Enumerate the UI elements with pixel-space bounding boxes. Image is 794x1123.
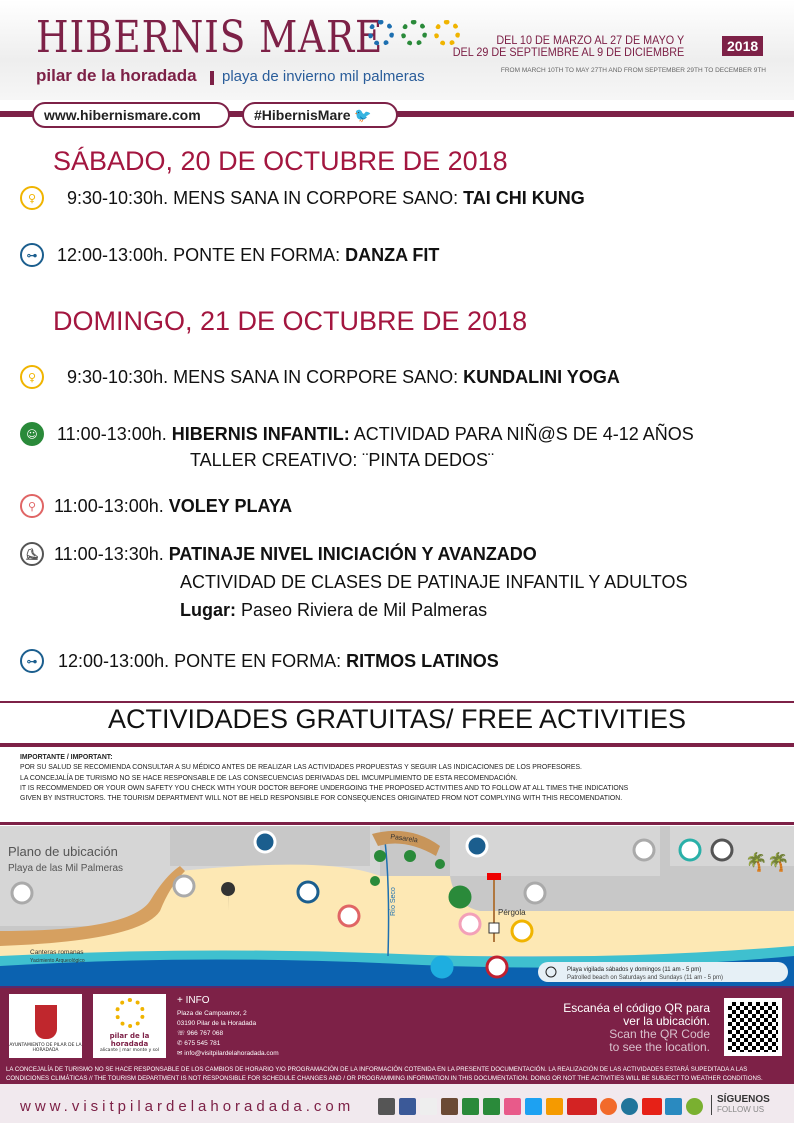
notice-line: LA CONCEJALÍA DE TURISMO NO SE HACE RESPONSABLE DE LAS CONSECUENCIAS DERIVADAS DEL IMCUMPLIMIENTO DE ESTA RECOMENDACIÓN. xyxy=(20,772,518,782)
tree-icon xyxy=(374,850,386,862)
season-dates xyxy=(453,34,684,58)
logo-caption: pilar de la horadada xyxy=(109,1032,150,1048)
beach-name: playa de invierno mil palmeras xyxy=(222,68,425,85)
restaurant-icon xyxy=(174,876,194,896)
notice-line: GIVEN BY INSTRUCTORS. THE TOURISM DEPARTMENT WILL NOT BE HELD RESPONSIBLE FOR CONSEQUENCES ORIGINATED FROM NOT COMPLYING WITH THIS RECOMENDATION. xyxy=(20,793,623,803)
flag-icon xyxy=(487,873,501,880)
address: 03190 Pilar de la Horadada xyxy=(177,1020,257,1027)
palm-tree-icon: 🌴🌴 xyxy=(745,852,790,873)
volleyball-icon: ⚲ xyxy=(20,494,44,518)
flickr-icon[interactable] xyxy=(420,1098,437,1115)
gift-icon xyxy=(680,840,700,860)
email-link[interactable]: ✉ info@visitpilardelahoradada.com xyxy=(177,1050,279,1057)
quarry-label: Canteras romanas xyxy=(30,949,84,956)
notice-line: IT IS RECOMMENDED OR YOUR OWN SAFETY YOU CHECK WITH YOUR DOCTOR BEFORE UNDERGOING THE PROPOSED ACTIVITIES AND TO FOLLOW AT ALL TIMES THE INDICATIONS xyxy=(20,782,629,792)
activity-item: 11:00-13:00h. HIBERNIS INFANTIL: ACTIVIDAD PARA NIÑ@S DE 4-12 AÑOS xyxy=(57,424,694,444)
twitter-icon: 🐦 xyxy=(354,107,372,123)
tree-icon xyxy=(404,850,416,862)
minube-icon[interactable] xyxy=(462,1098,479,1115)
important-notice xyxy=(20,752,628,803)
day-heading: SÁBADO, 20 DE OCTUBRE DE 2018 xyxy=(53,146,508,176)
tree-icon xyxy=(435,859,445,869)
dumbbell-icon xyxy=(298,882,318,902)
activity-item: 12:00-13:00h. PONTE EN FORMA: RITMOS LATINOS xyxy=(58,651,499,671)
separator xyxy=(210,71,214,85)
app-icon[interactable] xyxy=(686,1098,703,1115)
activity-item: 9:30-10:30h. MENS SANA IN CORPORE SANO: TAI CHI KUNG xyxy=(67,188,585,208)
activity-detail: ACTIVIDAD DE CLASES DE PATINAJE INFANTIL Y ADULTOS xyxy=(180,572,688,592)
twitter-icon[interactable] xyxy=(525,1098,542,1115)
address: Plaza de Campoamor, 2 xyxy=(177,1010,247,1017)
foursquare-icon[interactable] xyxy=(504,1098,521,1115)
follow-us: SÍGUENOS FOLLOW US xyxy=(711,1095,770,1115)
qr-code[interactable] xyxy=(724,998,782,1056)
hashtag-link[interactable] xyxy=(242,102,398,128)
dumbbell-icon: ⊶ xyxy=(20,649,44,673)
pergola-icon xyxy=(489,923,499,933)
yelp-icon[interactable] xyxy=(567,1098,597,1115)
volleyball-icon xyxy=(339,906,359,926)
location-map[interactable] xyxy=(0,826,794,986)
divider xyxy=(0,743,794,747)
skate-icon: ⛸ xyxy=(20,542,44,566)
activity-detail: TALLER CREATIVO: ¨PINTA DEDOS¨ xyxy=(190,450,495,470)
lifebuoy-icon xyxy=(487,957,507,977)
instagram-icon[interactable] xyxy=(441,1098,458,1115)
info-title: + INFO xyxy=(177,995,210,1006)
river-label: Río Seco xyxy=(390,887,397,916)
bridge-label: Pasarela xyxy=(389,833,419,845)
children-icon xyxy=(450,887,470,907)
tripadvisor-icon[interactable] xyxy=(483,1098,500,1115)
disclaimer: LA CONCEJALÍA DE TURISMO NO SE HACE RESPONSABLE DE LOS CAMBIOS DE HORARIO Y/O PROGRAMACIÓN DE LA INFORMACIÓN COTENIDA EN LA PRESENTE DOCUMENTACIÓN. LA REALIZACIÓN DE LAS ACTIVIDADES ESTARÁ SUPEDITADA A LAS CONDICIONES CLIMÁTICAS // THE TOURISM DEPARTMENT IS NOT RESPONSIBLE FOR SCHEDULE CHANGES AND / OR PROGRAMMING INFORMATION IN THIS DOCUMENTATION. DOING OR NOT THE ACTIVITIES WILL BE SUBJECT TO WEATHER CONDITIONS. xyxy=(6,1066,763,1082)
mobile: ✆ 675 545 781 xyxy=(177,1040,221,1047)
map-title: Plano de ubicación xyxy=(8,844,118,859)
restaurant-icon xyxy=(12,883,32,903)
meditation-icon: ♀ xyxy=(20,186,44,210)
blog-icon[interactable] xyxy=(665,1098,682,1115)
tree-icon xyxy=(370,876,380,886)
parking-icon xyxy=(255,832,275,852)
tourism-website-link[interactable]: www.visitpilardelahoradada.com xyxy=(20,1098,355,1115)
facebook-icon[interactable] xyxy=(399,1098,416,1115)
free-activities-banner: ACTIVIDADES GRATUITAS/ FREE ACTIVITIES xyxy=(107,704,687,734)
year-badge: 2018 xyxy=(722,36,763,56)
season-dates-en: FROM MARCH 10TH TO MAY 27TH AND FROM SEPTEMBER 29TH TO DECEMBER 9TH xyxy=(500,67,766,74)
brand-title: HIBERNIS MARE xyxy=(36,12,384,63)
restaurant-icon xyxy=(525,883,545,903)
logo-caption: AYUNTAMIENTO DE PILAR DE LA HORADADA xyxy=(9,1043,82,1053)
activity-item: 12:00-13:00h. PONTE EN FORMA: DANZA FIT xyxy=(57,245,440,265)
day-heading: DOMINGO, 21 DE OCTUBRE DE 2018 xyxy=(53,306,528,336)
contact-info xyxy=(177,996,279,1059)
spiral-logo-icon xyxy=(368,20,394,46)
sailing-icon xyxy=(432,957,452,977)
spiral-logo-icon xyxy=(401,20,427,46)
logo-caption: alicante | mar monte y sol xyxy=(99,1048,160,1053)
skate-icon xyxy=(712,840,732,860)
patrol-label-en: Patrolled beach on Saturdays and Sundays (11 am - 5 pm) xyxy=(567,975,723,981)
dates-line: DEL 29 DE SEPTIEMBRE AL 9 DE DICIEMBRE xyxy=(452,45,684,59)
coat-of-arms-icon xyxy=(35,1005,57,1039)
spiral-logo-icon xyxy=(115,998,145,1028)
activity-item: 11:00-13:30h. PATINAJE NIVEL INICIACIÓN Y AVANZADO xyxy=(54,544,537,564)
accessible-parking-icon xyxy=(467,836,487,856)
map-subtitle: Playa de las Mil Palmeras xyxy=(8,863,124,874)
activity-location: Lugar: Paseo Riviera de Mil Palmeras xyxy=(180,600,488,620)
notice-title: IMPORTANTE / IMPORTANT: xyxy=(20,752,113,761)
youtube-icon[interactable] xyxy=(642,1098,662,1115)
baby-icon xyxy=(460,914,480,934)
website-link[interactable]: www.hibernismare.com xyxy=(32,102,230,128)
meditation-icon xyxy=(512,921,532,941)
tourism-logo xyxy=(93,994,166,1058)
divider xyxy=(0,822,794,825)
meditation-icon: ♀ xyxy=(20,365,44,389)
notice-line: POR SU SALUD SE RECOMIENDA CONSULTAR A SU MÉDICO ANTES DE REALIZAR LAS ACTIVIDADES PROPUESTAS Y SEGUIR LAS INDICACIONES DE LOS PROFESORES. xyxy=(20,762,582,772)
orange-icon[interactable] xyxy=(600,1098,617,1115)
divider xyxy=(0,701,794,703)
phone: ☏ 966 767 068 xyxy=(177,1030,224,1037)
qr-instructions: Escanéa el código QR para ver la ubicación. Scan the QR Code to see the location. xyxy=(563,1001,710,1054)
hashtag-text: #HibernisMare xyxy=(254,107,351,123)
activity-item: 9:30-10:30h. MENS SANA IN CORPORE SANO: KUNDALINI YOGA xyxy=(67,367,620,387)
google-plus-icon[interactable] xyxy=(378,1098,395,1115)
dumbbell-icon: ⊶ xyxy=(20,243,44,267)
11870-icon[interactable] xyxy=(546,1098,563,1115)
activity-item: 11:00-13:00h. VOLEY PLAYA xyxy=(54,496,293,516)
town-name: pilar de la horadada xyxy=(36,66,197,85)
pergola-label: Pérgola xyxy=(498,908,526,917)
patrol-label: Playa vigilada sábados y domingos (11 am - 5 pm) xyxy=(567,967,702,973)
wordpress-icon[interactable] xyxy=(621,1098,638,1115)
restaurant-icon xyxy=(634,840,654,860)
town-hall-logo xyxy=(9,994,82,1058)
children-icon: ☺ xyxy=(20,422,44,446)
dates-line: DEL 10 DE MARZO AL 27 DE MAYO Y xyxy=(496,33,684,47)
quarry-sublabel: Yacimiento Arqueológico xyxy=(30,958,85,964)
